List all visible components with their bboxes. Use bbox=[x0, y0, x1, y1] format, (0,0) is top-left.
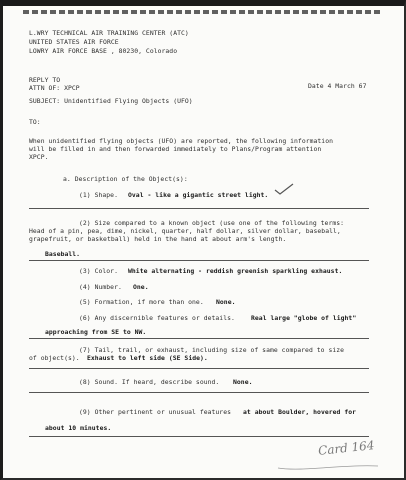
q8-label: (8) Sound. If heard, describe sound. bbox=[79, 378, 220, 386]
q2-answer: Baseball. bbox=[45, 250, 81, 258]
letterhead-line-2: UNITED STATES AIR FORCE bbox=[29, 38, 119, 46]
q3-label: (3) Color. bbox=[79, 267, 118, 275]
q2-line-2: Head of a pin, pea, dime, nickel, quarter, half dollar, silver dollar, baseball, bbox=[29, 227, 341, 235]
separator-2 bbox=[29, 260, 369, 261]
separator-1 bbox=[29, 208, 369, 209]
intro-line-3: XPCP. bbox=[29, 153, 49, 161]
subject-line: SUBJECT: Unidentified Flying Objects (UFO) bbox=[29, 97, 193, 105]
intro-line-2: will be filled in and then forwarded immediately to Plans/Program attention bbox=[29, 145, 322, 153]
separator-5 bbox=[29, 392, 369, 393]
q5-label: (5) Formation, if more than one. bbox=[79, 298, 204, 306]
separator-4 bbox=[29, 368, 369, 369]
q7-line-2-label: of object(s). bbox=[29, 354, 80, 362]
checkmark-icon bbox=[273, 182, 295, 196]
q9-answer: at about Boulder, hovered for bbox=[243, 408, 357, 416]
q6-answer-2: approaching from SE to NW. bbox=[45, 328, 147, 336]
q7-line-1: (7) Tail, trail, or exhaust, including size of same compared to size bbox=[79, 346, 345, 354]
q6-answer: Real large "globe of light" bbox=[251, 314, 357, 322]
q2-line-3: grapefruit, or basketball) held in the hand at about arm's length. bbox=[29, 235, 287, 243]
section-a-heading: a. Description of the Object(s): bbox=[63, 175, 188, 183]
q4-label: (4) Number. bbox=[79, 283, 122, 291]
attn-of-line: ATTN OF: XPCP bbox=[29, 84, 80, 92]
reply-to-label: REPLY TO bbox=[29, 76, 61, 84]
q1-label: (1) Shape. bbox=[79, 191, 118, 199]
separator-3 bbox=[29, 338, 369, 339]
q6-label: (6) Any discernible features or details. bbox=[79, 314, 235, 322]
q4-answer: One. bbox=[133, 283, 149, 291]
letterhead-line-1: L.WRY TECHNICAL AIR TRAINING CENTER (ATC) bbox=[29, 29, 189, 37]
handwritten-annotation: Card 164 bbox=[316, 438, 375, 458]
q9-label: (9) Other pertinent or unusual features bbox=[79, 408, 232, 416]
intro-line-1: When unidentified flying objects (UFO) are reported, the following information bbox=[29, 137, 334, 145]
date-line: Date 4 March 67 bbox=[308, 82, 367, 90]
q7-answer: Exhaust to left side (SE Side). bbox=[87, 354, 208, 362]
q2-line-1: (2) Size compared to a known object (use one of the following terms: bbox=[79, 219, 345, 227]
q9-answer-2: about 10 minutes. bbox=[45, 424, 112, 432]
q1-answer: Oval - like a gigantic street light. bbox=[128, 191, 269, 199]
punch-strip bbox=[23, 10, 383, 14]
separator-6 bbox=[29, 436, 369, 437]
q3-answer: White alternating - reddish greenish sparkling exhaust. bbox=[128, 267, 343, 275]
to-line: TO: bbox=[29, 118, 41, 126]
q5-answer: None. bbox=[216, 298, 236, 306]
letterhead-line-3: LOWRY AIR FORCE BASE , 80230, Colorado bbox=[29, 47, 178, 55]
q8-answer: None. bbox=[233, 378, 253, 386]
